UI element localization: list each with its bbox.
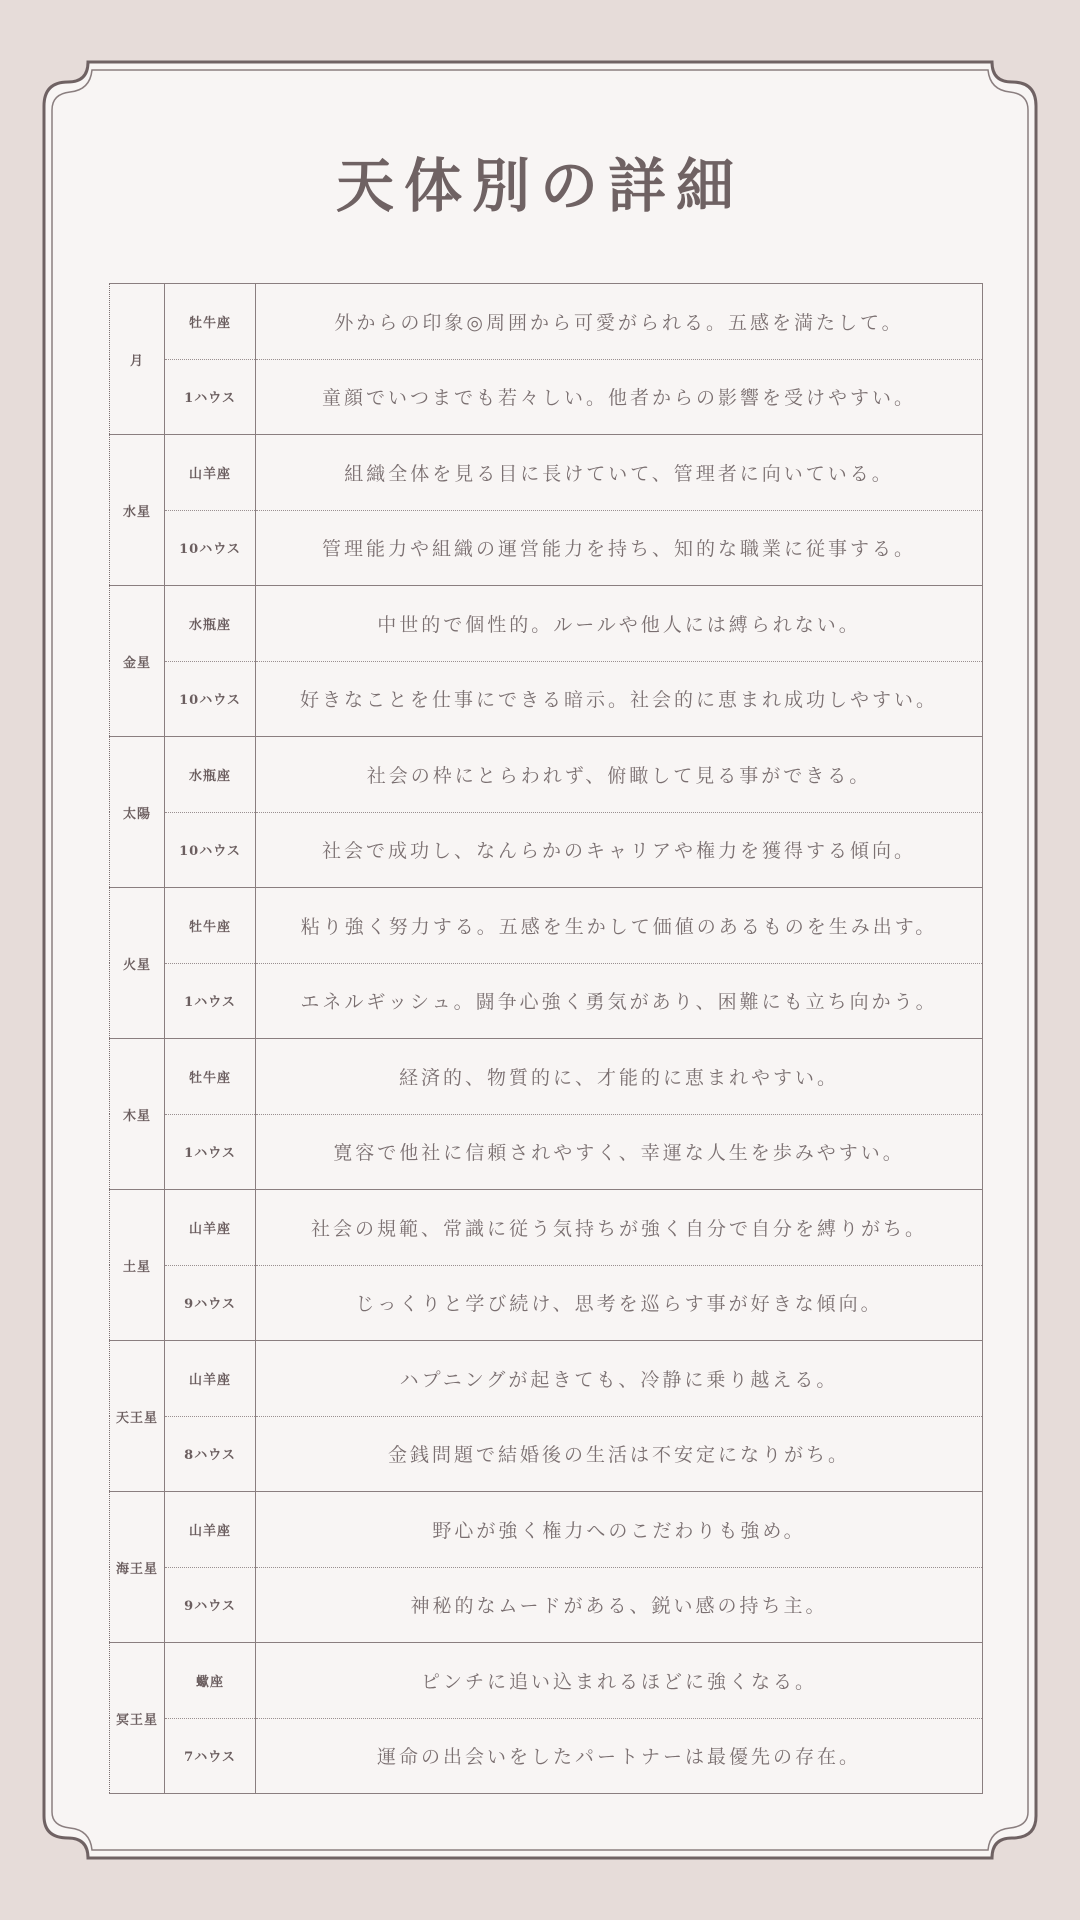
house-description: 神秘的なムードがある、鋭い感の持ち主。 — [256, 1567, 983, 1643]
table-row — [110, 888, 983, 964]
planet-name: 天王星 — [110, 1341, 165, 1492]
house-name: 7ハウス — [165, 1718, 256, 1794]
house-description: エネルギッシュ。闘争心強く勇気があり、困難にも立ち向かう。 — [256, 963, 983, 1039]
sign-description: 中世的で個性的。ルールや他人には縛られない。 — [256, 586, 983, 662]
page-title: 天体別の詳細 — [335, 152, 744, 220]
house-description: じっくりと学び続け、思考を巡らす事が好きな傾向。 — [256, 1265, 983, 1341]
planet-name: 太陽 — [110, 737, 165, 888]
table-row — [110, 1416, 983, 1492]
table-row — [110, 737, 983, 813]
zodiac-sign: 山羊座 — [165, 435, 256, 511]
planet-name: 水星 — [110, 435, 165, 586]
zodiac-sign: 山羊座 — [165, 1492, 256, 1568]
planet-name: 金星 — [110, 586, 165, 737]
house-name: 1ハウス — [165, 1114, 256, 1190]
house-name: 10ハウス — [165, 812, 256, 888]
zodiac-sign: 牡牛座 — [165, 1039, 256, 1115]
sign-description: 野心が強く権力へのこだわりも強め。 — [256, 1492, 983, 1568]
planet-name: 月 — [110, 284, 165, 435]
house-name: 8ハウス — [165, 1416, 256, 1492]
table-row — [110, 1190, 983, 1266]
table-row — [110, 435, 983, 511]
sign-description: ハプニングが起きても、冷静に乗り越える。 — [256, 1341, 983, 1417]
table-row — [110, 1114, 983, 1190]
table-row — [110, 284, 983, 360]
table-row — [110, 510, 983, 586]
table-row — [110, 1643, 983, 1719]
planet-name: 土星 — [110, 1190, 165, 1341]
sign-description: 社会の規範、常識に従う気持ちが強く自分で自分を縛りがち。 — [256, 1190, 983, 1266]
sign-description: 経済的、物質的に、才能的に恵まれやすい。 — [256, 1039, 983, 1115]
house-name: 10ハウス — [165, 510, 256, 586]
zodiac-sign: 水瓶座 — [165, 586, 256, 662]
house-description: 寛容で他社に信頼されやすく、幸運な人生を歩みやすい。 — [256, 1114, 983, 1190]
table-row — [110, 661, 983, 737]
sign-description: 組織全体を見る目に長けていて、管理者に向いている。 — [256, 435, 983, 511]
zodiac-sign: 山羊座 — [165, 1341, 256, 1417]
sign-description: 社会の枠にとらわれず、俯瞰して見る事ができる。 — [256, 737, 983, 813]
house-name: 9ハウス — [165, 1265, 256, 1341]
zodiac-sign: 牡牛座 — [165, 284, 256, 360]
planet-name: 火星 — [110, 888, 165, 1039]
table-row — [110, 586, 983, 662]
house-name: 1ハウス — [165, 359, 256, 435]
zodiac-sign: 水瓶座 — [165, 737, 256, 813]
planet-name: 冥王星 — [110, 1643, 165, 1794]
planet-name: 木星 — [110, 1039, 165, 1190]
table-row — [110, 1492, 983, 1568]
house-description: 金銭問題で結婚後の生活は不安定になりがち。 — [256, 1416, 983, 1492]
zodiac-sign: 蠍座 — [165, 1643, 256, 1719]
table-row — [110, 1341, 983, 1417]
table-row — [110, 963, 983, 1039]
house-description: 管理能力や組織の運営能力を持ち、知的な職業に従事する。 — [256, 510, 983, 586]
zodiac-sign: 牡牛座 — [165, 888, 256, 964]
sign-description: 外からの印象◎周囲から可愛がられる。五感を満たして。 — [256, 284, 983, 360]
sign-description: 粘り強く努力する。五感を生かして価値のあるものを生み出す。 — [256, 888, 983, 964]
house-name: 9ハウス — [165, 1567, 256, 1643]
table-row — [110, 812, 983, 888]
house-name: 10ハウス — [165, 661, 256, 737]
table-row — [110, 359, 983, 435]
sign-description: ピンチに追い込まれるほどに強くなる。 — [256, 1643, 983, 1719]
planet-detail-table — [109, 283, 983, 1794]
house-description: 運命の出会いをしたパートナーは最優先の存在。 — [256, 1718, 983, 1794]
table-row — [110, 1039, 983, 1115]
house-description: 好きなことを仕事にできる暗示。社会的に恵まれ成功しやすい。 — [256, 661, 983, 737]
house-name: 1ハウス — [165, 963, 256, 1039]
zodiac-sign: 山羊座 — [165, 1190, 256, 1266]
table-row — [110, 1567, 983, 1643]
table-row — [110, 1718, 983, 1794]
house-description: 童顔でいつまでも若々しい。他者からの影響を受けやすい。 — [256, 359, 983, 435]
planet-name: 海王星 — [110, 1492, 165, 1643]
table-row — [110, 1265, 983, 1341]
house-description: 社会で成功し、なんらかのキャリアや権力を獲得する傾向。 — [256, 812, 983, 888]
